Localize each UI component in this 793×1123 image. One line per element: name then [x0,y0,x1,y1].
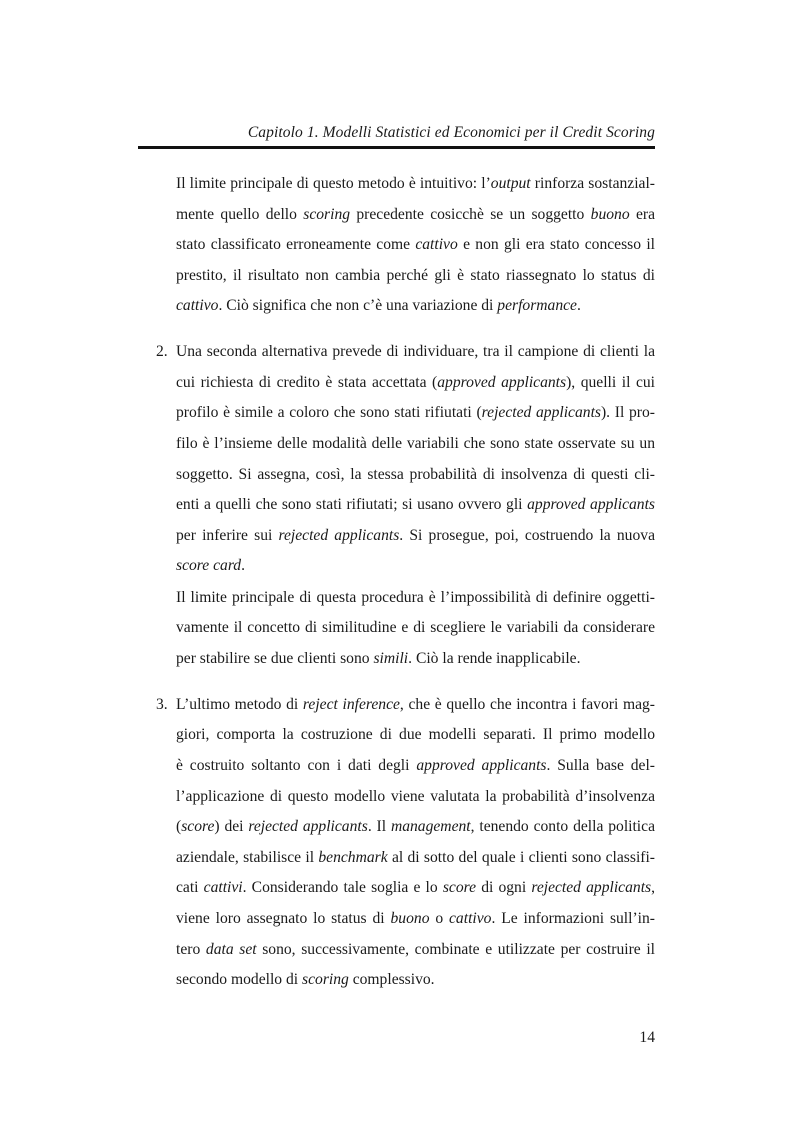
text-run: , che è quello che incontra i favori mag- [399,696,655,713]
italic-term: cattivo [176,297,219,314]
italic-term: approved applicants [437,374,567,391]
italic-term: performance [497,297,577,314]
text-run: . Ciò significa che non c’è una variazione di [218,297,498,314]
text-run: enti a quelli che sono stati rifiutati; si usano ovvero gli [176,496,528,513]
text-run: soggetto. Si assegna, così, la stessa probabilità di insolvenza di questi cli- [176,466,655,483]
chapter-header: Capitolo 1. Modelli Statistici ed Economici per il Credit Scoring [247,124,655,141]
italic-term: rejected applicants [531,879,652,896]
list-number: 3. [156,696,168,713]
text-line [176,235,655,255]
text-line [176,649,655,669]
text-line [176,526,655,546]
italic-term: benchmark [318,849,388,866]
text-run: profilo è simile a coloro che sono stati rifiutati ( [176,404,482,421]
text-line [176,296,655,316]
italic-term: cattivi [203,879,243,896]
text-run: ) dei [214,818,249,835]
list-number: 2. [156,343,168,360]
text-run: . Si prosegue, poi, costruendo la nuova [399,527,655,544]
text-line [176,465,655,485]
text-run: rinforza sostanzial- [530,175,655,192]
italic-term: scoring [303,206,351,223]
italic-term: cattivo [449,910,492,927]
text-line [156,342,655,362]
italic-term: rejected applicants [481,404,601,421]
text-run: cui richiesta di credito è stata accettata ( [176,374,438,391]
text-run: complessivo. [348,971,435,988]
text-run: ). Il pro- [600,404,655,421]
text-line [176,725,655,745]
italic-term: simili [373,650,409,667]
text-run: stato classificato erroneamente come [176,236,416,253]
text-run: , tenendo conto della politica [470,818,655,835]
text-run: tero [176,941,206,958]
italic-term: approved applicants [527,496,655,513]
text-run: cati [176,879,204,896]
page-number: 14 [639,1029,655,1046]
italic-term: rejected applicants [248,818,368,835]
text-run: Una seconda alternativa prevede di individuare, tra il campione di clienti la [176,343,655,360]
text-run: ), quelli il cui [566,374,655,391]
text-run: viene loro assegnato lo status di [176,910,391,927]
text-line [176,878,655,898]
italic-term: data set [205,941,257,958]
text-run: Il limite principale di questo metodo è intuitivo: l’ [176,175,491,192]
text-line [176,940,655,960]
italic-term: buono [590,206,630,223]
text-run: precedente cosicchè se un soggetto [350,206,591,223]
italic-term: score card [176,557,242,574]
text-line [176,588,655,608]
text-line [176,556,655,576]
text-run: prestito, il risultato non cambia perché gli è stato riassegnato lo status di [176,267,655,284]
text-line [176,787,655,807]
text-line [176,909,655,929]
text-run: per stabilire se due clienti sono [176,650,374,667]
text-line [176,817,655,837]
text-run: giori, comporta la costruzione di due modelli separati. Il primo modello [176,726,655,743]
italic-term: rejected applicants [278,527,400,544]
text-run: . [241,557,246,574]
italic-term: output [490,175,531,192]
text-run: . Sulla base del- [546,757,655,774]
text-line [176,848,655,868]
italic-term: cattivo [415,236,458,253]
text-line [176,174,655,194]
text-run: . Ciò la rende inapplicabile. [408,650,581,667]
text-run: ( [176,818,182,835]
text-run: . Considerando tale soglia e lo [242,879,443,896]
text-run: . [576,297,581,314]
italic-term: reject inference [302,696,400,713]
text-run: L’ultimo metodo di [176,696,303,713]
italic-term: score [442,879,477,896]
text-run: filo è l’insieme delle modalità delle variabili che sono state osservate su un [176,435,655,452]
text-run: , [651,879,656,896]
text-run: vamente il concetto di similitudine e di scegliere le variabili da considerare [176,619,655,636]
text-line [176,495,655,515]
text-run: era [629,206,655,223]
text-run: di ogni [476,879,532,896]
text-run: al di sotto del quale i clienti sono classifi- [387,849,655,866]
text-run: aziendale, stabilisce il [176,849,319,866]
text-run: mente quello dello [176,206,304,223]
header-rule [138,146,655,149]
italic-term: approved applicants [416,757,547,774]
text-run: l’applicazione di questo modello viene valutata la probabilità d’insolvenza [176,788,655,805]
italic-term: buono [390,910,430,927]
text-line [176,266,655,286]
text-line [176,618,655,638]
text-run: Il limite principale di questa procedura è l’impossibilità di definire oggetti- [176,589,655,606]
text-run: . Le informazioni sull’in- [491,910,655,927]
text-line [176,205,655,225]
text-run: sono, successivamente, combinate e utilizzate per costruire il [256,941,655,958]
text-run: per inferire sui [176,527,279,544]
text-run: è costruito soltanto con i dati degli [176,757,417,774]
text-line [176,373,655,393]
text-line [156,695,655,715]
italic-term: scoring [302,971,349,988]
text-run: o [429,910,450,927]
italic-term: score [181,818,215,835]
text-run: secondo modello di [176,971,303,988]
text-run: . Il [367,818,391,835]
text-line [176,434,655,454]
text-line [176,970,655,990]
italic-term: management [390,818,471,835]
text-line [176,756,655,776]
text-run: e non gli era stato concesso il [457,236,655,253]
text-line [176,403,655,423]
